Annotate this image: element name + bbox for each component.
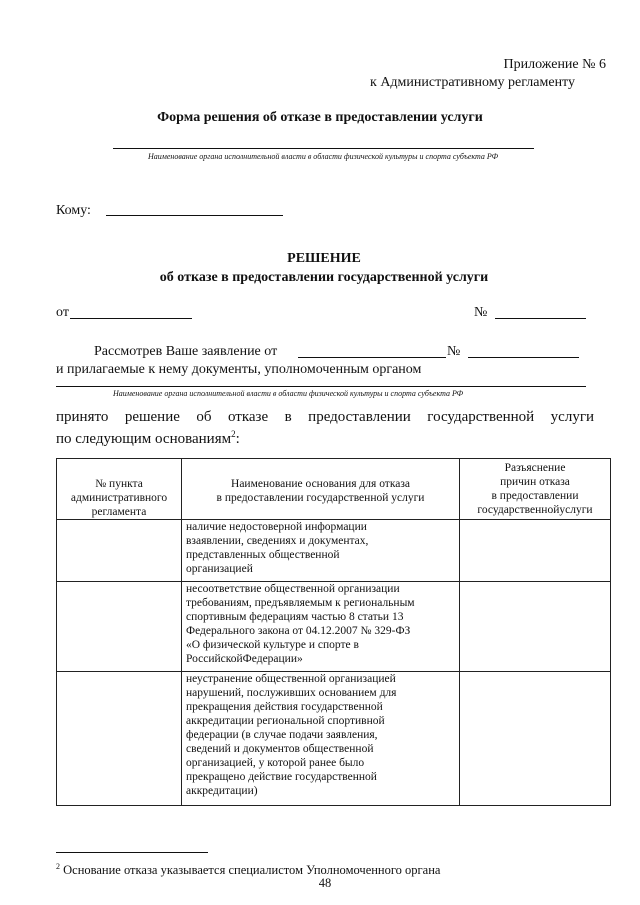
authority-name-blank xyxy=(113,148,534,149)
reason-line: требованиям, предъявляемым к региональным xyxy=(186,597,415,609)
cell-reason xyxy=(182,520,460,582)
cell-explanation xyxy=(460,582,611,672)
decision-word: принято xyxy=(56,409,109,425)
header-line: № пункта xyxy=(95,478,143,490)
to-label: Кому: xyxy=(56,203,91,218)
reason-line: федерации (в случае подачи заявления, xyxy=(186,729,378,741)
header-line: причин отказа xyxy=(500,476,570,488)
decision-word: государственной xyxy=(427,409,535,425)
footnote-ref: 2 xyxy=(231,429,236,439)
grounds-text: по следующим основаниям xyxy=(56,431,232,447)
grounds-colon: : xyxy=(235,431,240,447)
footnote-mark: 2 xyxy=(56,862,60,871)
table-row xyxy=(57,672,611,806)
header-line: регламента xyxy=(91,506,147,518)
decision-subtitle: об отказе в предоставлении государственной услуги xyxy=(159,270,489,285)
application-date-blank xyxy=(298,357,446,358)
decision-line xyxy=(56,409,594,425)
page-number: 48 xyxy=(318,876,332,890)
table-header-row xyxy=(57,459,611,520)
header-line: административного xyxy=(70,492,168,504)
form-title: Форма решения об отказе в предоставлении услуги xyxy=(157,110,483,125)
body-line-2: и прилагаемые к нему документы, уполномоченным органом xyxy=(56,362,422,377)
appendix-line-1: Приложение № 6 xyxy=(503,57,606,72)
table-row xyxy=(57,582,611,672)
body-line-4 xyxy=(56,426,240,447)
decision-title: РЕШЕНИЕ xyxy=(287,251,361,266)
reason-line: аккредитации региональной спортивной xyxy=(186,715,385,727)
application-number-blank xyxy=(468,357,579,358)
reason-line: организацией, у которой ранее было xyxy=(186,757,365,769)
cell-clause-number xyxy=(57,672,182,806)
footnote-text: Основание отказа указывается специалистом Уполномоченного органа xyxy=(60,863,441,878)
reason-line: прекращения действия государственной xyxy=(186,701,383,713)
cell-clause-number xyxy=(57,520,182,582)
decision-word: услуги xyxy=(550,409,594,425)
header-reason-name xyxy=(182,459,460,520)
to-blank xyxy=(106,215,283,216)
reason-line: организацией xyxy=(186,563,253,575)
decision-word: в xyxy=(284,409,292,425)
cell-explanation xyxy=(460,672,611,806)
number-blank xyxy=(495,318,586,319)
reason-line: неустранение общественной организацией xyxy=(186,673,396,685)
cell-reason xyxy=(182,672,460,806)
authority-name-blank-2 xyxy=(56,386,586,387)
header-explanation xyxy=(460,459,611,520)
table-row xyxy=(57,520,611,582)
authority-caption: Наименование органа исполнительной власти в области физической культуры и спорта субъекта РФ xyxy=(147,152,499,161)
decision-word: предоставлении xyxy=(308,409,411,425)
decision-word: решение xyxy=(124,409,180,425)
application-number-label: № xyxy=(447,344,461,359)
number-label: № xyxy=(474,305,488,320)
footnote-separator xyxy=(56,852,208,853)
header-line: в предоставлении xyxy=(491,490,579,502)
reason-line: взаявлении, сведениях и документах, xyxy=(186,535,369,547)
reasons-table xyxy=(56,458,611,806)
cell-clause-number xyxy=(57,582,182,672)
body-line-1a: Рассмотрев Ваше заявление от xyxy=(94,344,278,359)
reason-line: спортивным федерациям частью 8 статьи 13 xyxy=(186,611,404,623)
date-blank xyxy=(70,318,192,319)
footnote xyxy=(56,860,440,877)
date-label: от xyxy=(56,305,69,320)
header-line: Наименование основания для отказа xyxy=(231,478,410,490)
reason-line: «О физической культуре и спорте в xyxy=(186,639,359,651)
reason-line: наличие недостоверной информации xyxy=(186,521,367,533)
header-clause-number xyxy=(57,459,182,520)
cell-reason xyxy=(182,582,460,672)
header-line: государственнойуслуги xyxy=(477,504,593,516)
reason-line: представленных общественной xyxy=(186,549,340,561)
reason-line: нарушений, послуживших основанием для xyxy=(186,687,397,699)
reason-line: сведений и документов общественной xyxy=(186,743,374,755)
reason-line: РоссийскойФедерации» xyxy=(186,653,303,665)
cell-explanation xyxy=(460,520,611,582)
decision-word: об xyxy=(196,409,212,425)
reason-line: несоответствие общественной организации xyxy=(186,583,400,595)
authority-caption-2: Наименование органа исполнительной власти в области физической культуры и спорта субъекта РФ xyxy=(113,389,464,398)
header-line: Разъяснение xyxy=(504,462,566,474)
reason-line: Федерального закона от 04.12.2007 № 329-ФЗ xyxy=(186,625,411,637)
reason-line: прекращено действие государственной xyxy=(186,771,377,783)
header-line: в предоставлении государственной услуги xyxy=(216,492,425,504)
appendix-line-2: к Административному регламенту xyxy=(370,75,575,90)
reason-line: аккредитации) xyxy=(186,785,258,797)
decision-word: отказе xyxy=(227,409,269,425)
